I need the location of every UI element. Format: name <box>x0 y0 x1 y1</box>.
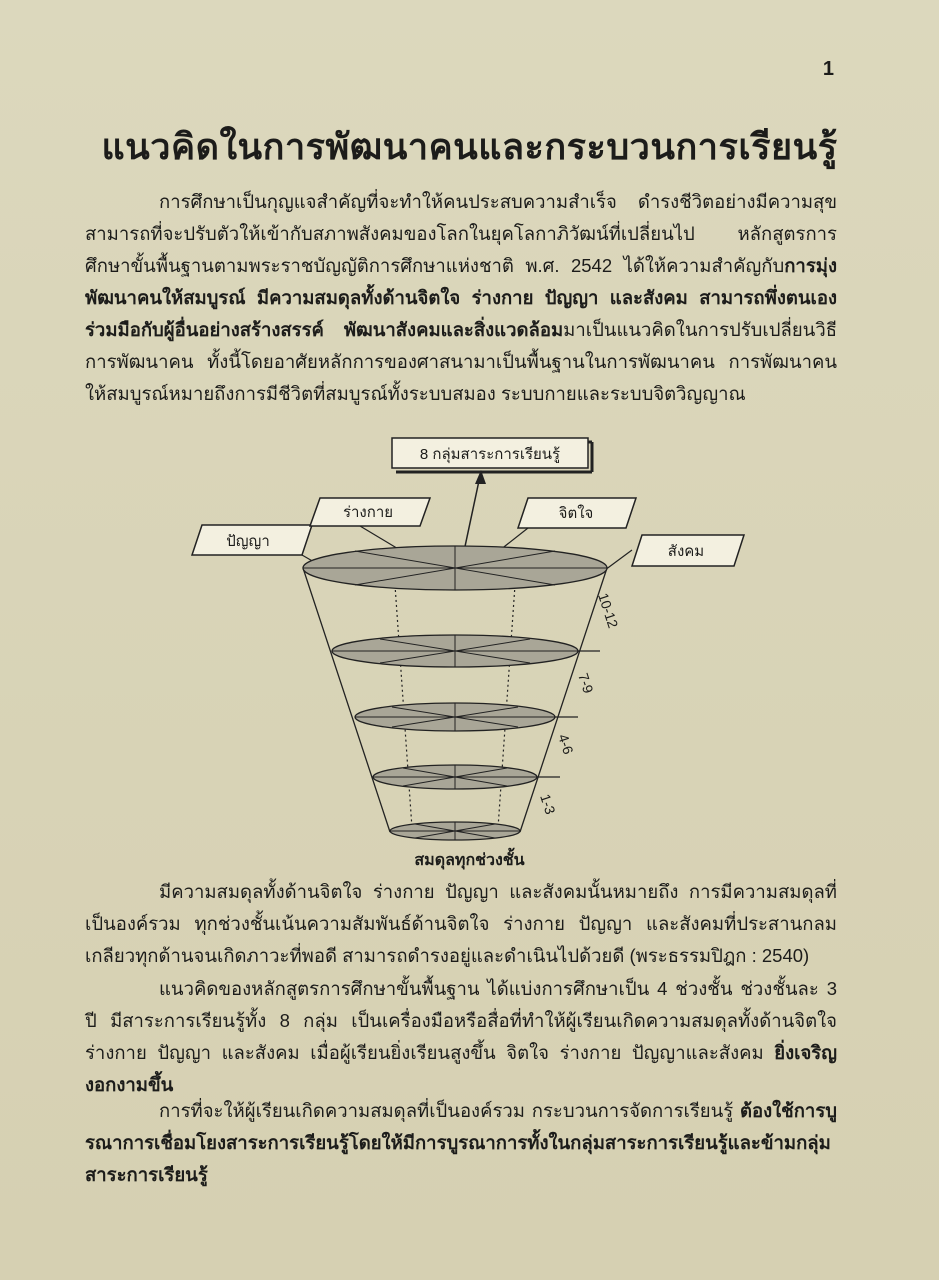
paragraph-curriculum <box>85 973 837 1101</box>
intro-text-2: มาเป็นแนวคิดในการปรับเปลี่ยนวิธีการพัฒนาคน ทั้งนี้โดยอาศัยหลักการของศาสนามาเป็นพื้นฐานในการพัฒนาคน การพัฒนาคนให้สมบูรณ์หมายถึงการมีชีวิตที่สมบูรณ์ทั้งระบบสมอง ระบบกายและระบบจิตวิญญาณ <box>85 319 837 404</box>
intro-text-1: การศึกษาเป็นกุญแจสำคัญที่จะทำให้คนประสบความสำเร็จ ดำรงชีวิตอย่างมีความสุข สามารถที่จะปรับตัวให้เข้ากับสภาพสังคมของโลกในยุคโลกาภิวัฒน์ที่เปลี่ยนไป หลักสูตรการศึกษาขั้นพื้นฐานตามพระราชบัญญัติการศึกษาแห่งชาติ พ.ศ. 2542 ได้ให้ความสำคัญกับ <box>85 191 837 276</box>
grade-label-7-9: 7-9 <box>575 670 597 696</box>
paragraph-balance <box>85 876 837 972</box>
svg-text:ร่างกาย: ร่างกาย <box>342 504 394 521</box>
label-body <box>310 498 430 526</box>
balance-text: มีความสมดุลทั้งด้านจิตใจ ร่างกาย ปัญญา และสังคมนั้นหมายถึง การมีความสมดุลที่เป็นองค์รวม ทุกช่วงชั้นเน้นความสัมพันธ์ด้านจิตใจ ร่างกาย ปัญญา และสังคมที่ประสานกลมเกลียวทุกด้านจนเกิดภาวะที่พอดี สามารถดำรงอยู่และดำเนินไปด้วยดี (พระธรรมปิฎก : 2540) <box>85 881 837 966</box>
curriculum-text: แนวคิดของหลักสูตรการศึกษาขั้นพื้นฐาน ได้แบ่งการศึกษาเป็น 4 ช่วงชั้น ช่วงชั้นละ 3 ปี มีสาระการเรียนรู้ทั้ง 8 กลุ่ม เป็นเครื่องมือหรือสื่อที่ทำให้ผู้เรียนเกิดความสมดุลทั้งด้านจิตใจ ร่างกาย ปัญญา และสังคม เมื่อผู้เรียนยิ่งเรียนสูงขึ้น จิตใจ ร่างกาย ปัญญาและสังคม <box>85 978 837 1063</box>
label-wisdom <box>192 525 312 555</box>
ellipse-level-10-12 <box>332 635 578 667</box>
label-mind <box>518 498 636 528</box>
funnel-outline <box>303 568 607 832</box>
grade-label-4-6: 4-6 <box>555 731 577 757</box>
top-label: 8 กลุ่มสาระการเรียนรู้ <box>419 446 561 463</box>
diagram-caption: สมดุลทุกช่วงชั้น <box>414 852 525 869</box>
intro-bold-text: การมุ่งพัฒนาคนให้สมบูรณ์ มีความสมดุลทั้งด้านจิตใจ ร่างกาย ปัญญา และสังคม สามารถพึ่งตนเอง ร่วมมือกับผู้อื่นอย่างสร้างสรรค์ พัฒนาสังคมและสิ่งแวดล้อม <box>85 255 837 340</box>
ellipse-top <box>303 546 607 590</box>
integration-text: การที่จะให้ผู้เรียนเกิดความสมดุลที่เป็นองค์รวม กระบวนการจัดการเรียนรู้ <box>159 1100 734 1121</box>
grade-label-1-3: 1-3 <box>537 791 559 817</box>
ellipse-level-4-6 <box>373 765 537 789</box>
svg-text:ปัญญา: ปัญญา <box>226 533 270 550</box>
curriculum-bold-text: ยิ่งเจริญงอกงามขึ้น <box>85 1042 838 1095</box>
page-number: 1 <box>822 58 834 80</box>
svg-text:สังคม: สังคม <box>667 543 705 560</box>
ellipse-level-7-9 <box>355 703 555 731</box>
paragraph-integration <box>85 1095 837 1191</box>
svg-text:จิตใจ: จิตใจ <box>558 505 594 522</box>
paragraph-intro <box>85 186 837 410</box>
balance-funnel-diagram <box>180 430 760 880</box>
grade-label-10-12: 10-12 <box>595 590 622 630</box>
ellipse-level-1-3 <box>390 822 520 840</box>
page-title: แนวคิดในการพัฒนาคนและกระบวนการเรียนรู้ <box>101 126 838 167</box>
integration-bold-text: ต้องใช้การบูรณาการเชื่อมโยงสาระการเรียนรู้โดยให้มีการบูรณาการทั้งในกลุ่มสาระการเรียนรู้และข้ามกลุ่มสาระการเรียนรู้ <box>85 1100 838 1185</box>
label-society <box>632 535 744 566</box>
top-label-box <box>392 438 592 472</box>
